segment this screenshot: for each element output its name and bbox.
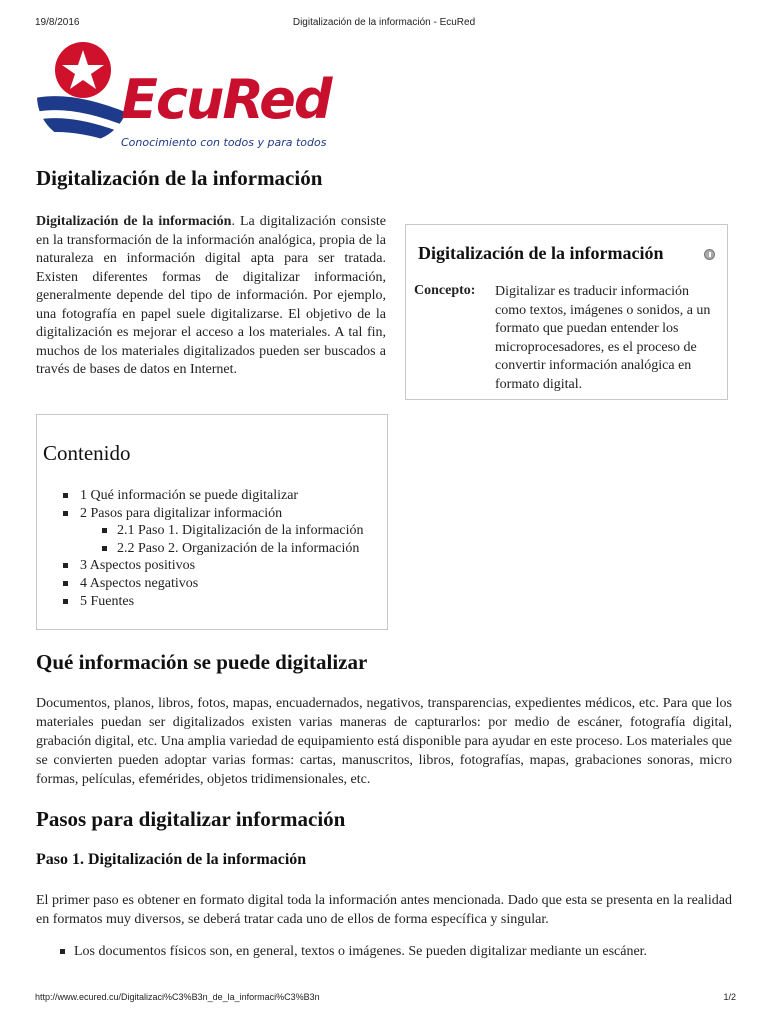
- ecured-logo[interactable]: [35, 38, 335, 158]
- infobox-value: Digitalizar es traducir información como textos, imágenes o sonidos, a un formato que puedan entender los microprocesadores, es el proceso de convertir información analógica en formato digital.: [495, 284, 711, 392]
- page-title: Digitalización de la información: [36, 166, 323, 190]
- print-date: 19/8/2016: [35, 17, 80, 28]
- subsection-heading-paso1: Paso 1. Digitalización de la información: [36, 851, 307, 868]
- toc-item[interactable]: 4 Aspectos negativos: [37, 575, 364, 593]
- paso1-bullet-list: [36, 942, 647, 961]
- toc-list: [37, 487, 364, 610]
- toc-item[interactable]: 1 Qué información se puede digitalizar: [37, 487, 364, 505]
- section-heading-pasos: Pasos para digitalizar información: [36, 807, 346, 831]
- toc-item[interactable]: 5 Fuentes: [37, 593, 364, 611]
- intro-bold-term: Digitalización de la información: [36, 214, 232, 229]
- table-of-contents: [36, 414, 388, 630]
- print-footer-url: http://www.ecured.cu/Digitalizaci%C3%B3n_de_la_informaci%C3%B3n: [35, 992, 320, 1002]
- logo-tagline: Conocimiento con todos y para todos: [121, 136, 327, 149]
- info-icon[interactable]: [704, 249, 715, 260]
- print-header-title: Digitalización de la información - EcuRed: [292, 17, 476, 28]
- toc-item[interactable]: 2.2 Paso 2. Organización de la información: [37, 540, 364, 558]
- infobox-key: Concepto:: [414, 283, 476, 298]
- intro-text: . La digitalización consiste en la transformación de la información analógica, propia de la naturaleza en información digital apta para ser tratada. Existen diferentes formas de digitalizar información, generalmente depende del tipo de información. Por ejemplo, una fotografía en papel suele digitalizarse. El objetivo de la digitalización es mejorar el acceso a los materiales. A tal fin, muchos de los materiales digitalizados pueden ser buscados a través de bases de datos en Internet.: [36, 214, 386, 377]
- list-item: Los documentos físicos son, en general, textos o imágenes. Se pueden digitalizar mediante un escáner.: [36, 942, 647, 961]
- toc-title: Contenido: [43, 441, 131, 465]
- toc-item[interactable]: 2.1 Paso 1. Digitalización de la información: [37, 522, 364, 540]
- toc-item[interactable]: 3 Aspectos positivos: [37, 557, 364, 575]
- infobox-title: Digitalización de la información: [418, 243, 664, 263]
- section-paso1-paragraph: El primer paso es obtener en formato digital toda la información antes mencionada. Dado que esta se presenta en la realidad en formatos muy diversos, se deberá tratar cada uno de ellos de forma específica y singular.: [36, 893, 732, 927]
- toc-item[interactable]: 2 Pasos para digitalizar información: [37, 505, 364, 523]
- section-que-paragraph: Documentos, planos, libros, fotos, mapas, encuadernados, negativos, transparencias, expedientes médicos, etc. Para que los materiales puedan ser digitalizados existen varias maneras de capturarlos: por medio de escáner, fotografía digital, grabación digital, etc. Una amplia variedad de equipamiento está disponible para ayudar en este proceso. Los materiales que se convierten pueden adoptar varias formas: cartas, manuscritos, libros, fotografías, mapas, grabaciones sonoras, micro formas, películas, efemérides, objetos tridimensionales, etc.: [36, 696, 732, 787]
- logo-wordmark: EcuRed: [121, 68, 331, 131]
- print-page-number: 1/2: [723, 992, 736, 1002]
- infobox: [405, 224, 728, 400]
- section-heading-que: Qué información se puede digitalizar: [36, 650, 368, 674]
- intro-paragraph: [36, 213, 386, 380]
